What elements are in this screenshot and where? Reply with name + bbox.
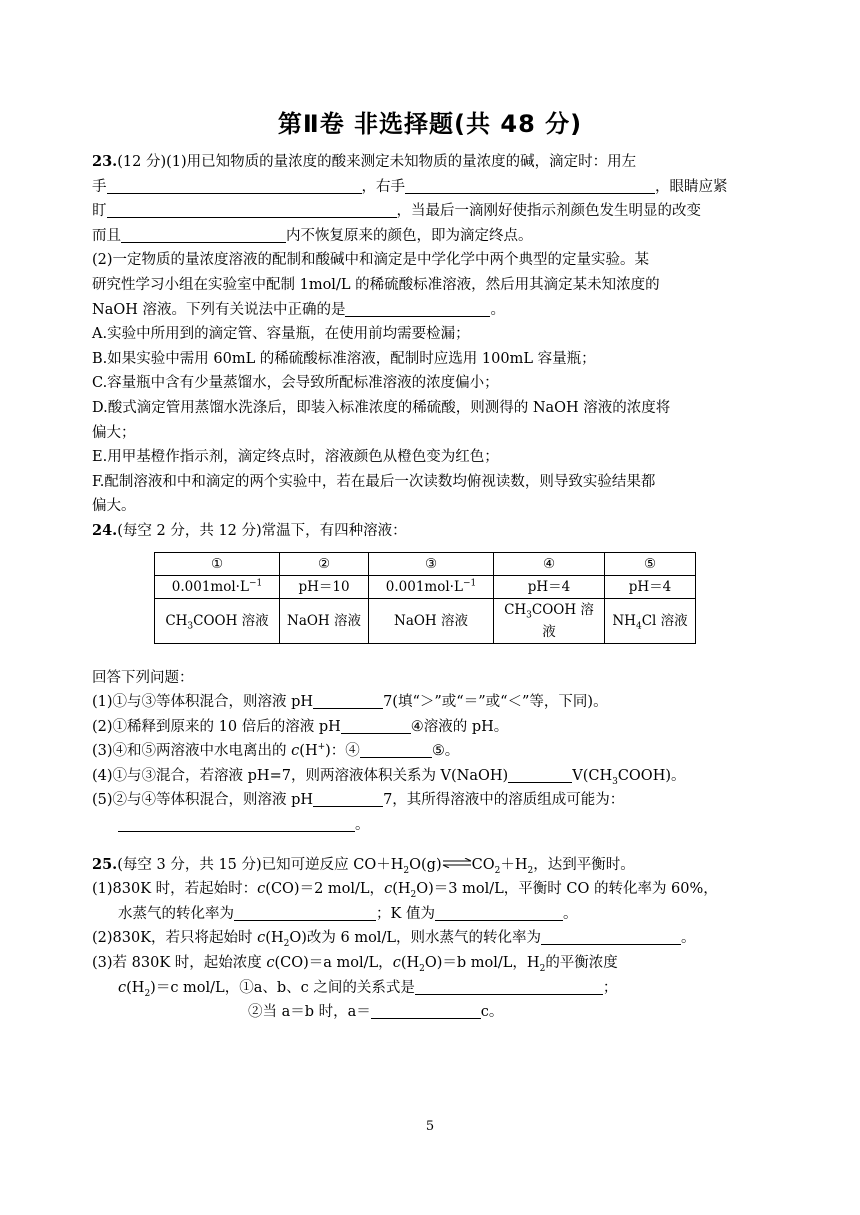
answer-blank[interactable]: [313, 789, 383, 807]
option-e: E.用甲基橙作指示剂，滴定终点时，溶液颜色从橙色变为红色；: [92, 449, 499, 466]
q25-sub-2: (2)830K，若只将起始时 $c(H_2O)$改为 6 mol/L，则水蒸气的转化率为 。: [92, 926, 772, 951]
q24-number: 24.: [92, 521, 118, 539]
answer-blank[interactable]: [313, 691, 383, 709]
answer-blank[interactable]: [345, 299, 490, 317]
answer-blank[interactable]: [360, 740, 432, 758]
q25-sub-3-cont-2: ②当 a＝b 时，a＝ c。: [92, 1000, 772, 1025]
q23-line-3: 盯 ，当最后一滴刚好使指示剂颜色发生明显的改变: [92, 199, 772, 224]
q23-part2-line-2: 研究性学习小组在实验室中配制 1mol/L 的稀硫酸标准溶液，然后用其滴定某未知浓度的: [92, 276, 660, 293]
table-row: ① ② ③ ④ ⑤: [155, 552, 696, 575]
q24-answer-intro: 回答下列问题：: [92, 669, 194, 686]
q23-line-2: 手 ，右手 ，眼睛应紧: [92, 175, 772, 200]
option-c: C.容量瓶中含有少量蒸馏水，会导致所配标准溶液的浓度偏小；: [92, 375, 499, 392]
q23-part2-line-3: NaOH 溶液。下列有关说法中正确的是 。: [92, 298, 772, 323]
answer-blank[interactable]: [107, 200, 397, 218]
answer-blank[interactable]: [435, 903, 563, 921]
page-number: 5: [425, 1119, 435, 1134]
table-row: $CH_3COOH$ 溶液 NaOH 溶液 NaOH 溶液 $CH_3COOH$ 溶液 $NH_4Cl$ 溶液: [155, 598, 696, 643]
content: [92, 150, 772, 1025]
q25-number: 25.: [92, 855, 118, 873]
q25-sub-1-cont: 水蒸气的转化率为 ；K 值为 。: [92, 902, 772, 927]
q24-intro: 24.(每空 2 分，共 12 分)常温下，有四种溶液：: [92, 521, 407, 539]
option-d-cont: 偏大；: [92, 424, 136, 441]
q23-line-4: 而且 内不恢复原来的颜色，即为滴定终点。: [92, 224, 772, 249]
q24-sub-5: (5)②与④等体积混合，则溶液 pH 7，其所得溶液中的溶质组成可能为：: [92, 788, 772, 813]
solutions-table: [154, 552, 696, 644]
answer-blank[interactable]: [107, 176, 362, 194]
answer-blank[interactable]: [371, 1001, 481, 1019]
option-f: F.配制溶液和中和滴定的两个实验中，若在最后一次读数均俯视读数，则导致实验结果都: [92, 473, 656, 490]
q25-intro: 25.(每空 3 分，共 15 分)已知可逆反应 $CO+H_2O(g)$ $CO_2+H_2$，达到平衡时。: [92, 855, 635, 876]
option-a: A.实验中所用到的滴定管、容量瓶，在使用前均需要检漏；: [92, 326, 470, 343]
answer-blank[interactable]: [541, 927, 681, 945]
q25-sub-3: (3)若 830K 时，起始浓度 c(CO)＝a mol/L，$c(H_2O)=b$ mol/L，$H_2$的平衡浓度: [92, 955, 618, 974]
section-title: 第Ⅱ卷 非选择题(共 48 分): [277, 110, 583, 138]
option-b: B.如果实验中需用 60mL 的稀硫酸标准溶液，配制时应选用 100mL 容量瓶；: [92, 350, 596, 367]
answer-blank[interactable]: [341, 716, 411, 734]
answer-blank[interactable]: [234, 903, 376, 921]
table-row: $0.001mol\cdot L^{-1}$ pH＝10 $0.001mol\cdot L^{-1}$ pH＝4 pH＝4: [155, 575, 696, 598]
q23-part2-line-1: (2)一定物质的量浓度溶液的配制和酸碱中和滴定是中学化学中两个典型的定量实验。某: [92, 252, 650, 269]
answer-blank[interactable]: [118, 814, 355, 832]
q25-sub-3-cont: $c(H_2)=c$ mol/L，①a、b、c 之间的关系式是 ；: [92, 976, 772, 1001]
answer-blank[interactable]: [405, 176, 655, 194]
equilibrium-arrow-icon: [442, 858, 472, 868]
q24-sub-1: (1)①与③等体积混合，则溶液 pH 7(填“＞”或“＝”或“＜”等，下同)。: [92, 690, 772, 715]
q24-sub-3: (3)④和⑤两溶液中水电离出的 c(H+)：④ ⑤。: [92, 739, 772, 764]
q24-sub-5-cont: 。: [92, 813, 772, 838]
answer-blank[interactable]: [508, 765, 572, 783]
option-d: D.酸式滴定管用蒸馏水洗涤后，即装入标准浓度的稀硫酸，则测得的 NaOH 溶液的浓度将: [92, 399, 671, 416]
q24-sub-4: (4)①与③混合，若溶液 pH=7，则两溶液体积关系为 V(NaOH) $V(CH_3COOH)$。: [92, 764, 772, 789]
q23-number: 23.: [92, 153, 118, 170]
answer-blank[interactable]: [415, 977, 603, 995]
option-f-cont: 偏大。: [92, 498, 136, 515]
q25-sub-1: (1)830K 时，若起始时：c(CO)＝2 mol/L，$c(H_2O)=3$ mol/L，平衡时 CO 的转化率为 60%，: [92, 881, 718, 901]
q24-sub-2: (2)①稀释到原来的 10 倍后的溶液 pH ④溶液的 pH。: [92, 715, 772, 740]
q23-line-1: 23.(12 分)(1)用已知物质的量浓度的酸来测定未知物质的量浓度的碱，滴定时：用左: [92, 153, 637, 170]
answer-blank[interactable]: [121, 225, 286, 243]
